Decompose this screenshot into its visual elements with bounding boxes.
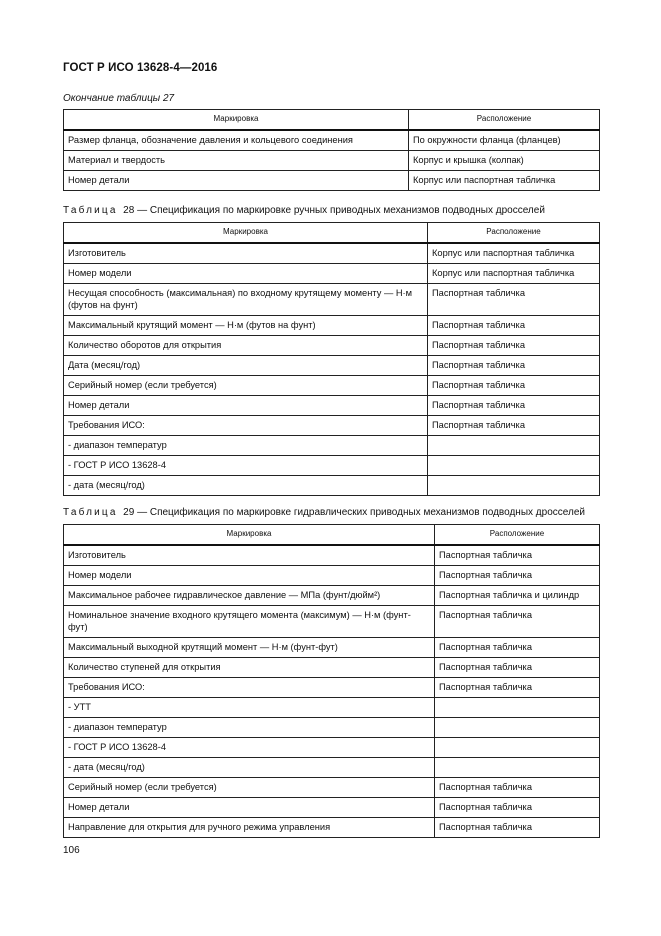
marking-cell: Максимальное рабочее гидравлическое давление — МПа (фунт/дюйм²) (64, 585, 435, 605)
location-cell (435, 737, 600, 757)
marking-cell: Серийный номер (если требуется) (64, 375, 428, 395)
document-header: ГОСТ Р ИСО 13628-4—2016 (63, 62, 218, 74)
location-cell: Паспортная табличка (428, 355, 600, 375)
marking-cell: Количество оборотов для открытия (64, 335, 428, 355)
location-cell: Корпус или паспортная табличка (409, 170, 600, 190)
marking-cell: - УТТ (64, 697, 435, 717)
table-row (64, 697, 600, 717)
marking-cell: Количество ступеней для открытия (64, 657, 435, 677)
table-28-caption (63, 205, 545, 216)
location-cell: Паспортная табличка (435, 545, 600, 566)
table-row (64, 737, 600, 757)
marking-cell: Требования ИСО: (64, 415, 428, 435)
marking-cell: Несущая способность (максимальная) по входному крутящему моменту — Н·м (футов на фунт) (64, 283, 428, 315)
location-cell: Корпус или паспортная табличка (428, 243, 600, 264)
location-cell (428, 475, 600, 495)
table-row (64, 375, 600, 395)
location-cell: Паспортная табличка (435, 657, 600, 677)
location-cell: Паспортная табличка (435, 817, 600, 837)
marking-cell: Материал и твердость (64, 150, 409, 170)
location-cell (435, 757, 600, 777)
marking-cell: - ГОСТ Р ИСО 13628-4 (64, 737, 435, 757)
marking-cell: Номер детали (64, 170, 409, 190)
location-cell: Паспортная табличка и цилиндр (435, 585, 600, 605)
table-row (64, 817, 600, 837)
table-row (64, 315, 600, 335)
column-header-location: Расположение (428, 223, 600, 243)
table-28-caption-label: Таблица (63, 205, 118, 216)
marking-cell: - диапазон температур (64, 717, 435, 737)
table-row (64, 435, 600, 455)
table-row (64, 717, 600, 737)
marking-cell: Номинальное значение входного крутящего момента (максимум) — Н·м (фунт-фут) (64, 605, 435, 637)
location-cell: Паспортная табличка (428, 283, 600, 315)
marking-cell: Требования ИСО: (64, 677, 435, 697)
table-row (64, 585, 600, 605)
table-row (64, 455, 600, 475)
table-row (64, 657, 600, 677)
table-29-caption (63, 507, 585, 518)
marking-cell: - дата (месяц/год) (64, 757, 435, 777)
table-row (64, 565, 600, 585)
location-cell (428, 435, 600, 455)
marking-cell: Размер фланца, обозначение давления и кольцевого соединения (64, 130, 409, 151)
table-row (64, 475, 600, 495)
table-row (64, 415, 600, 435)
table-row (64, 757, 600, 777)
table-row (64, 263, 600, 283)
marking-cell: Максимальный крутящий момент — Н·м (футов на фунт) (64, 315, 428, 335)
location-cell (428, 455, 600, 475)
table-row (64, 637, 600, 657)
location-cell: Паспортная табличка (435, 677, 600, 697)
table-row (64, 243, 600, 264)
location-cell: Паспортная табличка (428, 395, 600, 415)
column-header-marking: Маркировка (64, 110, 409, 130)
location-cell: Паспортная табличка (435, 777, 600, 797)
location-cell: Паспортная табличка (428, 315, 600, 335)
table-27-caption: Окончание таблицы 27 (63, 93, 175, 104)
table-row (64, 130, 600, 151)
marking-cell: - дата (месяц/год) (64, 475, 428, 495)
table-29-caption-text: 29 — Спецификация по маркировке гидравлических приводных механизмов подводных дросселей (123, 507, 585, 518)
table-row (64, 170, 600, 190)
marking-cell: Серийный номер (если требуется) (64, 777, 435, 797)
location-cell: Паспортная табличка (428, 415, 600, 435)
marking-cell: Номер детали (64, 797, 435, 817)
location-cell: Паспортная табличка (435, 797, 600, 817)
location-cell: Корпус и крышка (колпак) (409, 150, 600, 170)
marking-cell: Дата (месяц/год) (64, 355, 428, 375)
column-header-marking: Маркировка (64, 525, 435, 545)
column-header-location: Расположение (435, 525, 600, 545)
column-header-location: Расположение (409, 110, 600, 130)
table-28-caption-text: 28 — Спецификация по маркировке ручных приводных механизмов подводных дросселей (123, 205, 545, 216)
location-cell: Паспортная табличка (428, 335, 600, 355)
marking-cell: - ГОСТ Р ИСО 13628-4 (64, 455, 428, 475)
location-cell: Корпус или паспортная табличка (428, 263, 600, 283)
table-27 (63, 109, 600, 191)
table-row (64, 677, 600, 697)
marking-cell: Максимальный выходной крутящий момент — Н·м (фунт-фут) (64, 637, 435, 657)
location-cell: Паспортная табличка (435, 605, 600, 637)
table-row (64, 605, 600, 637)
table-29-caption-label: Таблица (63, 507, 118, 518)
table-row (64, 777, 600, 797)
location-cell: Паспортная табличка (435, 565, 600, 585)
marking-cell: Номер детали (64, 395, 428, 415)
table-row (64, 150, 600, 170)
table-row (64, 355, 600, 375)
marking-cell: Изготовитель (64, 243, 428, 264)
marking-cell: Номер модели (64, 565, 435, 585)
table-row (64, 545, 600, 566)
table-row (64, 797, 600, 817)
location-cell (435, 717, 600, 737)
table-28 (63, 222, 600, 496)
table-row (64, 283, 600, 315)
table-row (64, 335, 600, 355)
location-cell: Паспортная табличка (428, 375, 600, 395)
marking-cell: Номер модели (64, 263, 428, 283)
location-cell (435, 697, 600, 717)
table-29 (63, 524, 600, 838)
column-header-marking: Маркировка (64, 223, 428, 243)
page-number: 106 (63, 845, 80, 856)
marking-cell: Направление для открытия для ручного режима управления (64, 817, 435, 837)
table-row (64, 395, 600, 415)
location-cell: По окружности фланца (фланцев) (409, 130, 600, 151)
location-cell: Паспортная табличка (435, 637, 600, 657)
marking-cell: Изготовитель (64, 545, 435, 566)
marking-cell: - диапазон температур (64, 435, 428, 455)
